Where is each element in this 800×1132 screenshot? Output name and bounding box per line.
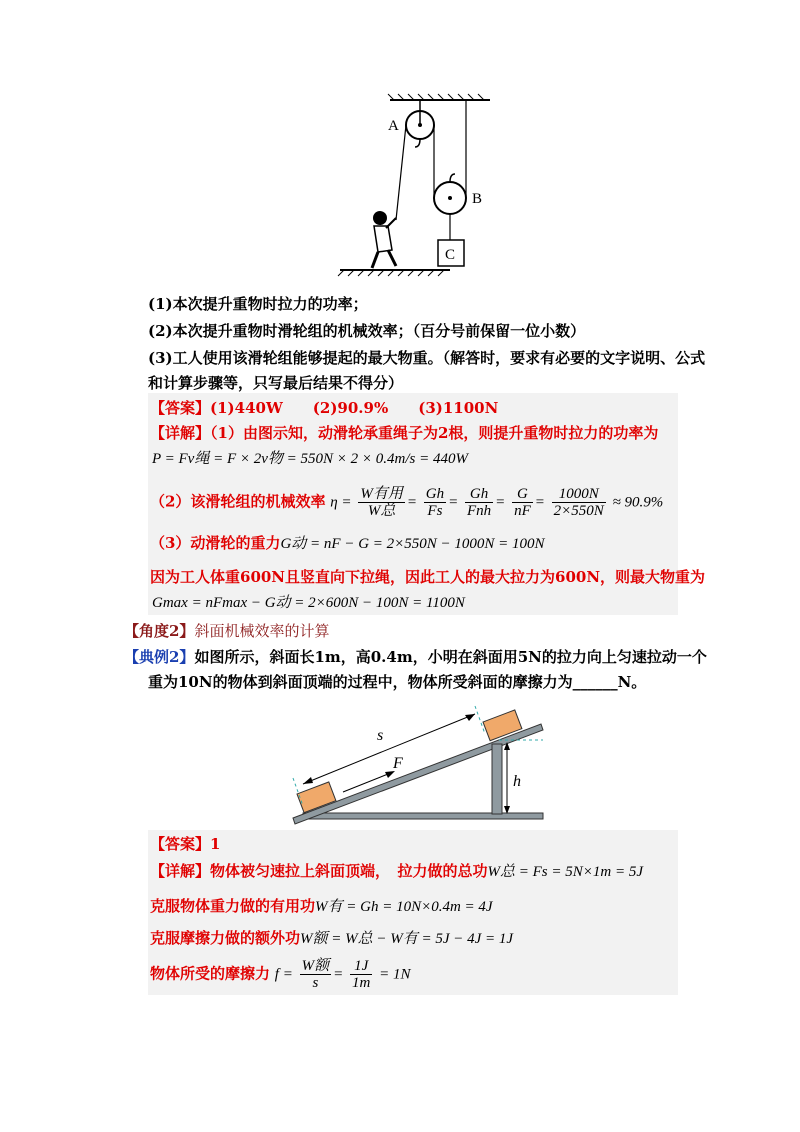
- useful-work-line: [150, 895, 493, 918]
- friction-lhs: f =: [274, 966, 293, 983]
- detail-1-text: （1）由图示知，动滑轮承重绳子为2根，则提升重物时拉力的功率为: [210, 424, 659, 442]
- power-equation: P = Fv绳 = F × 2v物 = 550N × 2 × 0.4m/s = 440W: [152, 451, 468, 467]
- friction-result: = 1N: [379, 966, 411, 983]
- detail-2-text: 物体被匀速拉上斜面顶端， 拉力做的总功: [210, 862, 488, 880]
- extra-work-line: [150, 927, 513, 950]
- eta-lhs: η =: [330, 494, 352, 511]
- label-c: C: [445, 247, 456, 263]
- section-bracket: 【角度2】: [124, 622, 195, 640]
- fraction-gh-fnh: $\frac{Gh}{\text{Fnh}}$: [467, 486, 492, 519]
- section-title-text: 斜面机械效率的计算: [194, 622, 330, 640]
- pulley-weight-equation: G动 = nF − G = 2×550N − 1000N = 100N: [280, 536, 545, 552]
- detail-label: 【详解】: [150, 424, 211, 442]
- answer-values: (1)440W (2)90.9% (3)1100N: [210, 399, 499, 417]
- extra-work-equation: W额 = W总 − W有 = 5J − 4J = 1J: [300, 931, 514, 947]
- answer-2-line: [150, 833, 220, 855]
- example-bracket: 【典例2】: [124, 648, 195, 666]
- label-a: A: [388, 118, 399, 134]
- fraction-w: $\frac{\text{W有用}}{\text{W总}}$: [360, 486, 403, 519]
- detail-1-line: [150, 422, 658, 444]
- question-3-line2: 和计算步骤等，只写最后结果不得分）: [148, 374, 404, 392]
- question-3-line1: (3)工人使用该滑轮组能够提起的最大物重。（解答时，要求有必要的文字说明、公式: [148, 349, 706, 367]
- detail-2-label: 【详解】: [150, 862, 211, 880]
- efficiency-text: （2）该滑轮组的机械效率: [150, 492, 326, 511]
- detail-2-line: [150, 860, 643, 883]
- friction-text: 物体所受的摩擦力: [150, 964, 271, 983]
- example-line2: 重为10N的物体到斜面顶端的过程中，物体所受斜面的摩擦力为______N。: [148, 673, 647, 691]
- fraction-1j-1m: $\frac{1J}{1m}$: [352, 958, 371, 991]
- fraction-gh-fs: $\frac{Gh}{Fs}$: [425, 486, 445, 519]
- max-force-text: 因为工人体重600N且竖直向下拉绳，因此工人的最大拉力为600N，则最大物重为: [150, 568, 706, 586]
- section-title: [124, 620, 329, 642]
- label-f: F: [393, 755, 403, 772]
- question-1: (1)本次提升重物时拉力的功率；: [148, 295, 368, 313]
- pulley-weight-text: （3）动滑轮的重力: [150, 534, 281, 552]
- fraction-wextra-s: $\frac{\text{W额}}{s}$: [301, 958, 330, 991]
- answer-2-label: 【答案】: [150, 835, 211, 853]
- useful-work-text: 克服物体重力做的有用功: [150, 897, 316, 915]
- pulley-weight-line: [150, 532, 545, 555]
- label-b: B: [472, 191, 483, 207]
- useful-work-equation: W有 = Gh = 10N×0.4m = 4J: [315, 899, 493, 915]
- example-line1: [124, 646, 707, 668]
- answer-2-value: 1: [210, 835, 221, 853]
- friction-line: 物体所受的摩擦力 f = $\frac{\text{W额}}{s}$ = $\frac{1J}{1m}$ = 1N: [150, 958, 411, 991]
- incline-figure: [285, 700, 555, 830]
- efficiency-result: ≈ 90.9%: [612, 494, 664, 511]
- answer-1-line: [150, 397, 498, 419]
- label-h: h: [513, 773, 521, 790]
- efficiency-line: （2）该滑轮组的机械效率 η = $\frac{\text{W有用}}{\text{W总}}$ = $\frac{Gh}{Fs}$ = $\frac{Gh}{\text{Fnh}}$ = $\frac{G}{nF}$ = $\frac{1000N}{2\times 550N}$ ≈ 90.9%: [150, 486, 664, 519]
- question-2: (2)本次提升重物时滑轮组的机械效率；（百分号前保留一位小数）: [148, 322, 586, 340]
- fraction-numbers: $\frac{1000N}{2\times 550N}$: [553, 486, 604, 519]
- answer-label: 【答案】: [150, 399, 211, 417]
- total-work-equation: W总 = Fs = 5N×1m = 5J: [487, 864, 644, 880]
- label-s: s: [377, 727, 384, 744]
- max-weight-equation: Gmax = nFmax − G动 = 2×600N − 100N = 1100N: [152, 595, 465, 611]
- fraction-g-nf: $\frac{G}{nF}$: [514, 486, 531, 519]
- example-text-a: 如图所示，斜面长1m，高0.4m，小明在斜面用5N的拉力向上匀速拉动一个: [194, 648, 707, 666]
- extra-work-text: 克服摩擦力做的额外功: [150, 929, 301, 947]
- pulley-figure: [330, 90, 500, 280]
